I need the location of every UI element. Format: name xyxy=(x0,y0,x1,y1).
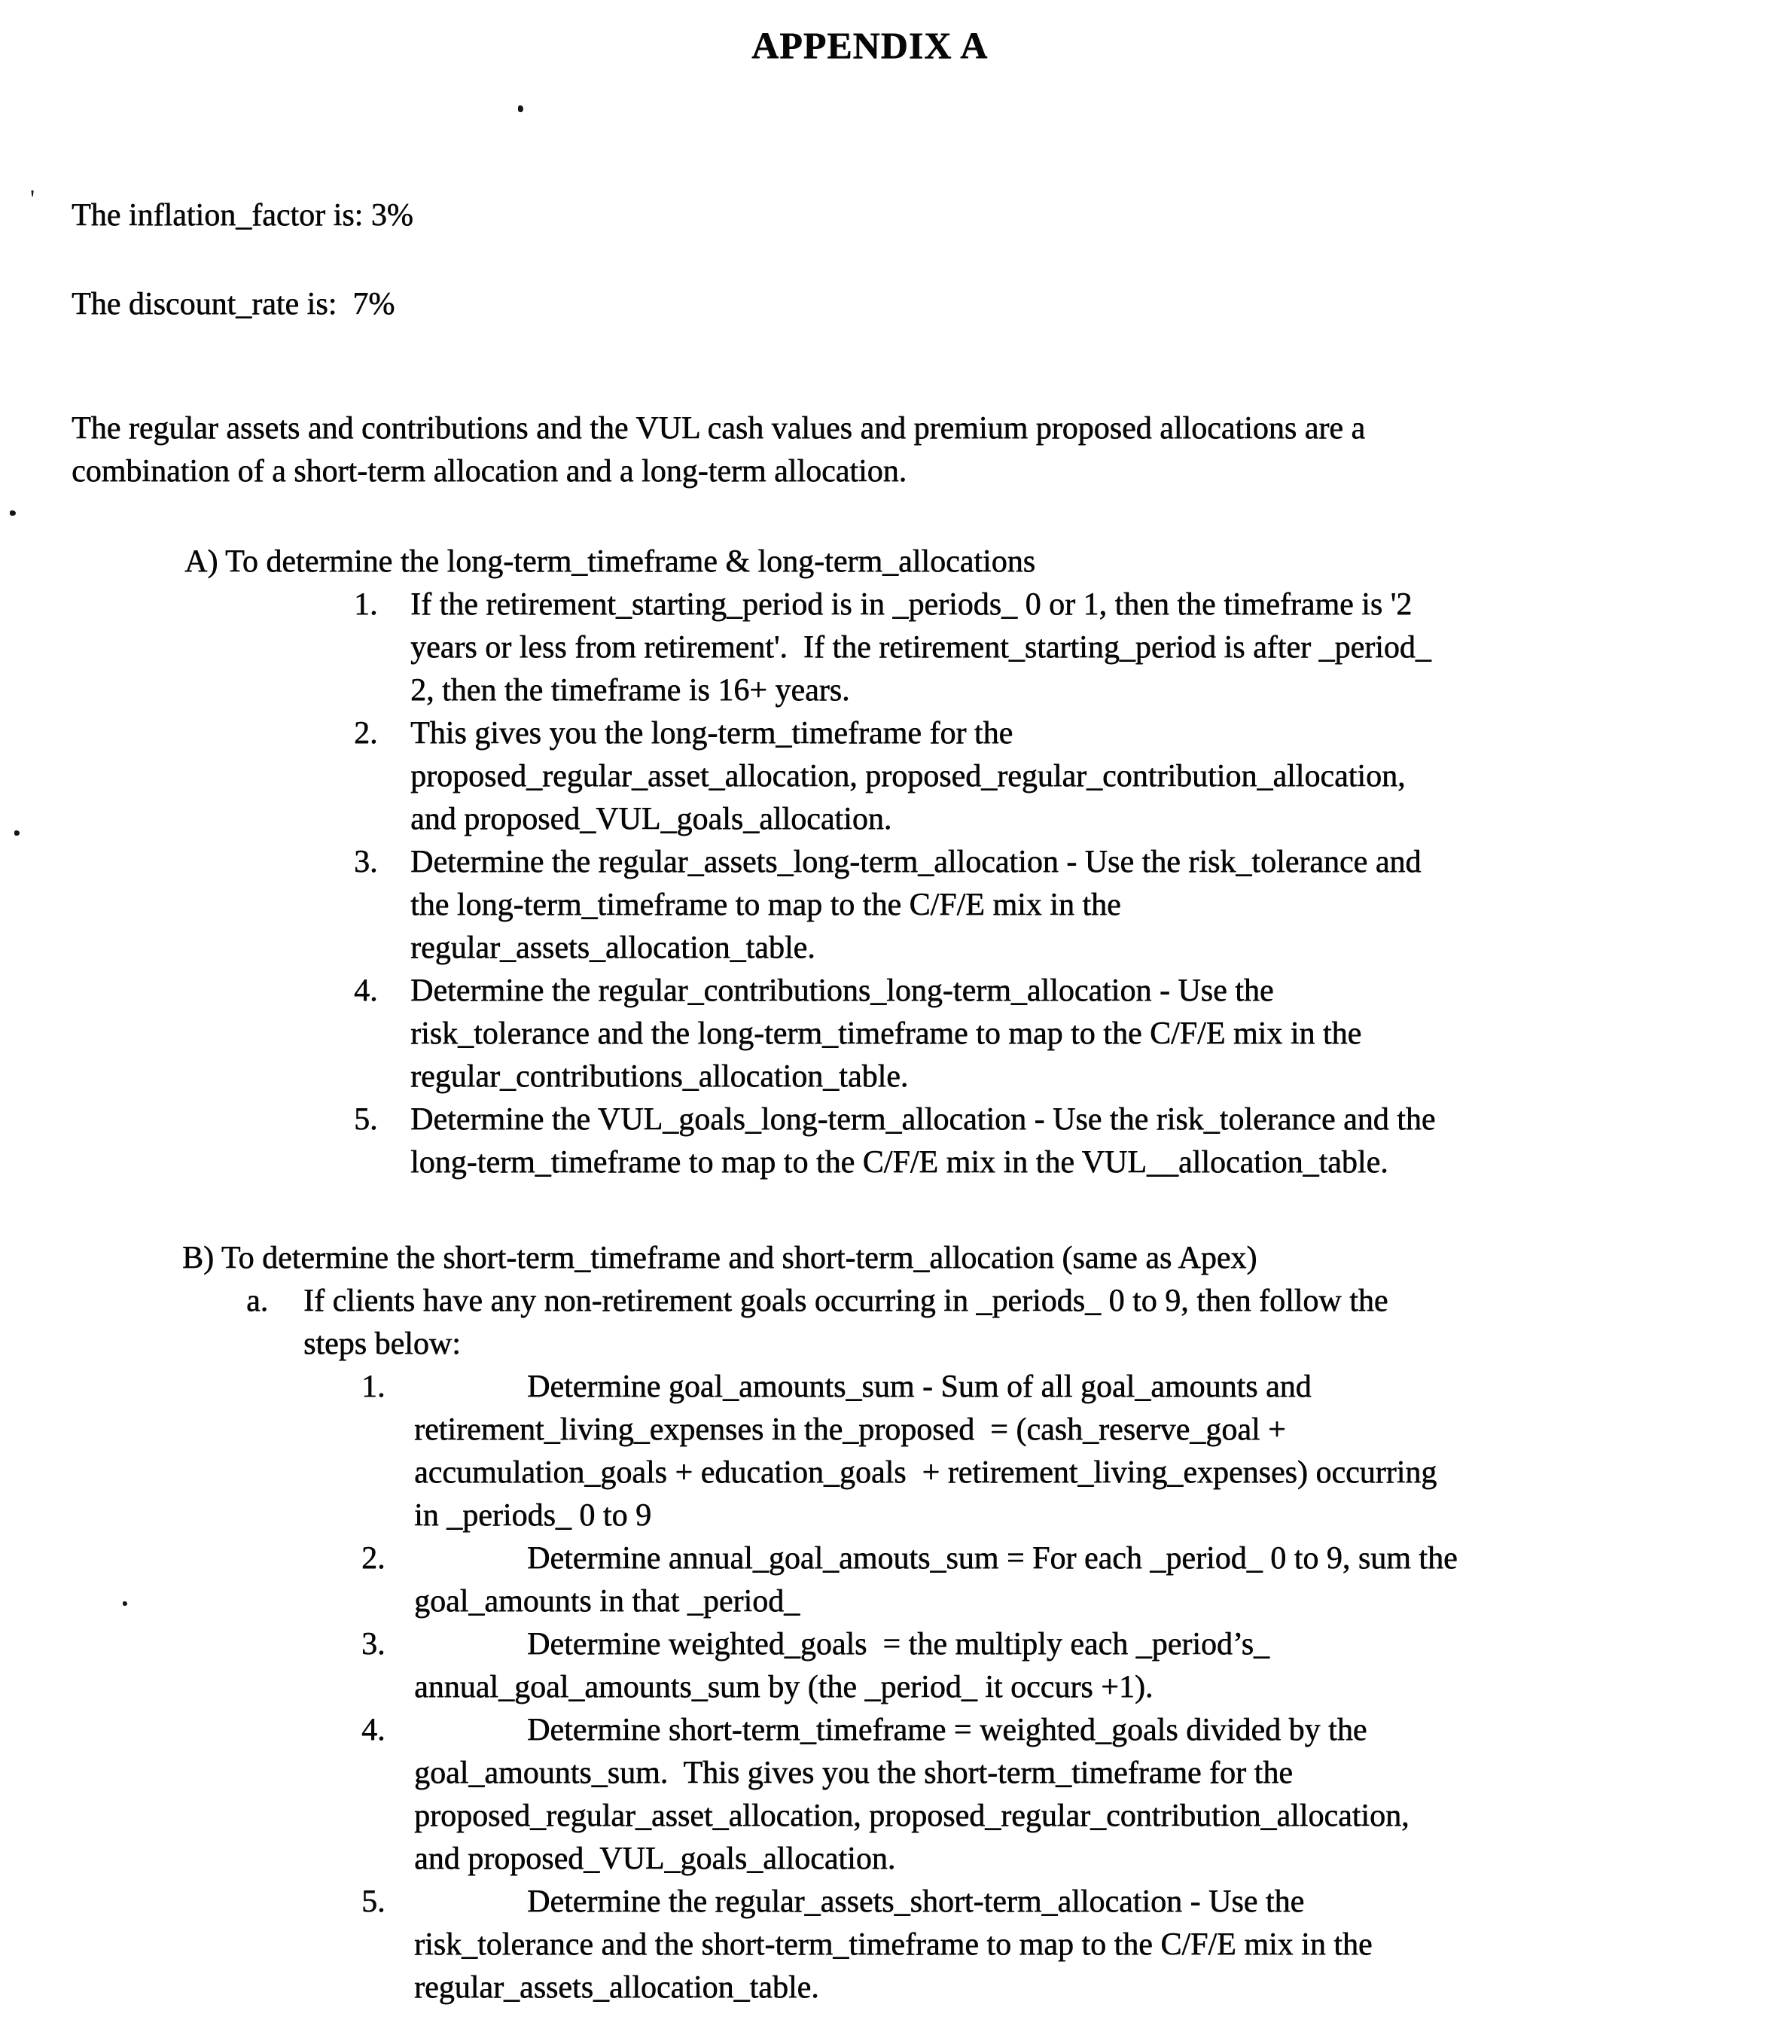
text-line: regular_contributions_allocation_table. xyxy=(410,1059,909,1094)
subitem-text xyxy=(303,1280,1792,1366)
text-line: Determine the regular_assets_long-term_allocation - Use the risk_tolerance and xyxy=(410,845,1422,879)
text-line: Determine the VUL_goals_long-term_allocation - Use the risk_tolerance and the xyxy=(410,1102,1436,1137)
text-line: in _periods_ 0 to 9 xyxy=(414,1498,651,1533)
item-text xyxy=(414,1709,1792,1881)
discount-rate-line: The discount_rate is: 7% xyxy=(72,287,395,321)
text-line: regular_assets_allocation_table. xyxy=(414,1970,819,2005)
text-line: Determine short-term_timeframe = weighted_goals divided by the xyxy=(527,1713,1367,1747)
item-text xyxy=(410,1098,1792,1184)
text-line: The regular assets and contributions and the VUL cash values and premium proposed allocations are a xyxy=(72,411,1365,446)
scan-artifact xyxy=(123,1601,127,1606)
text-line: and proposed_VUL_goals_allocation. xyxy=(410,802,892,836)
list-item xyxy=(0,1537,1792,1623)
text-line: and proposed_VUL_goals_allocation. xyxy=(414,1841,896,1876)
item-text xyxy=(414,1366,1792,1537)
section-b-subitem xyxy=(0,1280,1792,1366)
section-b-list xyxy=(0,1366,1792,2009)
section-a-heading: A) To determine the long-term_timeframe & long-term_allocations xyxy=(184,544,1035,579)
intro-paragraph xyxy=(72,407,1365,493)
text-line: the long-term_timeframe to map to the C/F/E mix in the xyxy=(410,888,1121,922)
text-line: Determine annual_goal_amouts_sum = For each _period_ 0 to 9, sum the xyxy=(527,1541,1458,1576)
item-text xyxy=(410,712,1792,841)
item-marker: 2. xyxy=(354,716,378,751)
list-item xyxy=(0,712,1792,841)
section-a xyxy=(0,541,1792,1184)
text-line: goal_amounts_sum. This gives you the short-term_timeframe for the xyxy=(414,1756,1293,1790)
item-text xyxy=(410,970,1792,1098)
item-marker: 3. xyxy=(354,845,378,879)
text-line: Determine the regular_contributions_long-term_allocation - Use the xyxy=(410,973,1274,1008)
section-b xyxy=(0,1237,1792,2009)
text-line: Determine goal_amounts_sum - Sum of all goal_amounts and xyxy=(527,1369,1312,1404)
text-line: years or less from retirement'. If the retirement_starting_period is after _period_ xyxy=(410,630,1431,665)
scan-artifact: ' xyxy=(30,185,35,213)
list-item xyxy=(0,1623,1792,1709)
text-line: risk_tolerance and the long-term_timeframe to map to the C/F/E mix in the xyxy=(410,1016,1362,1051)
item-marker: 5. xyxy=(361,1884,386,1919)
item-text xyxy=(414,1623,1792,1709)
text-line: If clients have any non-retirement goals occurring in _periods_ 0 to 9, then follow the xyxy=(303,1284,1388,1318)
item-text xyxy=(414,1881,1792,2009)
scan-artifact xyxy=(10,510,16,516)
text-line: This gives you the long-term_timeframe for the xyxy=(410,716,1013,751)
text-line: risk_tolerance and the short-term_timeframe to map to the C/F/E mix in the xyxy=(414,1927,1373,1962)
text-line: long-term_timeframe to map to the C/F/E mix in the VUL__allocation_table. xyxy=(410,1145,1388,1180)
text-line: regular_assets_allocation_table. xyxy=(410,931,815,965)
section-a-list xyxy=(0,583,1792,1184)
list-item xyxy=(0,970,1792,1098)
text-line: combination of a short-term allocation and a long-term allocation. xyxy=(72,454,907,489)
text-line: Determine weighted_goals = the multiply each _period’s_ xyxy=(527,1627,1269,1662)
text-line: steps below: xyxy=(303,1327,461,1361)
document-title: APPENDIX A xyxy=(751,24,989,66)
item-marker: 1. xyxy=(354,587,378,622)
text-line: goal_amounts in that _period_ xyxy=(414,1584,800,1619)
text-line: accumulation_goals + education_goals + retirement_living_expenses) occurring xyxy=(414,1455,1437,1490)
list-item xyxy=(0,1881,1792,2009)
item-marker: 4. xyxy=(361,1713,386,1747)
item-marker: 3. xyxy=(361,1627,386,1662)
item-text xyxy=(414,1537,1792,1623)
item-marker: 4. xyxy=(354,973,378,1008)
list-item xyxy=(0,841,1792,970)
text-line: proposed_regular_asset_allocation, proposed_regular_contribution_allocation, xyxy=(414,1799,1410,1833)
list-item xyxy=(0,1098,1792,1184)
item-text xyxy=(410,841,1792,970)
item-marker: 1. xyxy=(361,1369,386,1404)
list-item xyxy=(0,583,1792,712)
text-line: retirement_living_expenses in the_proposed = (cash_reserve_goal + xyxy=(414,1412,1286,1447)
inflation-factor-line: The inflation_factor is: 3% xyxy=(72,198,413,233)
text-line: If the retirement_starting_period is in _periods_ 0 or 1, then the timeframe is '2 xyxy=(410,587,1413,622)
list-item xyxy=(0,1366,1792,1537)
text-line: annual_goal_amounts_sum by (the _period_ it occurs +1). xyxy=(414,1670,1154,1704)
subitem-marker: a. xyxy=(246,1284,269,1318)
item-marker: 2. xyxy=(361,1541,386,1576)
text-line: Determine the regular_assets_short-term_allocation - Use the xyxy=(527,1884,1305,1919)
text-line: 2, then the timeframe is 16+ years. xyxy=(410,673,850,708)
item-text xyxy=(410,583,1792,712)
text-line: proposed_regular_asset_allocation, proposed_regular_contribution_allocation, xyxy=(410,759,1406,794)
list-item xyxy=(0,1709,1792,1881)
scan-artifact xyxy=(518,105,523,112)
section-b-heading: B) To determine the short-term_timeframe and short-term_allocation (same as Apex) xyxy=(182,1241,1257,1275)
scan-artifact xyxy=(14,830,20,836)
item-marker: 5. xyxy=(354,1102,378,1137)
